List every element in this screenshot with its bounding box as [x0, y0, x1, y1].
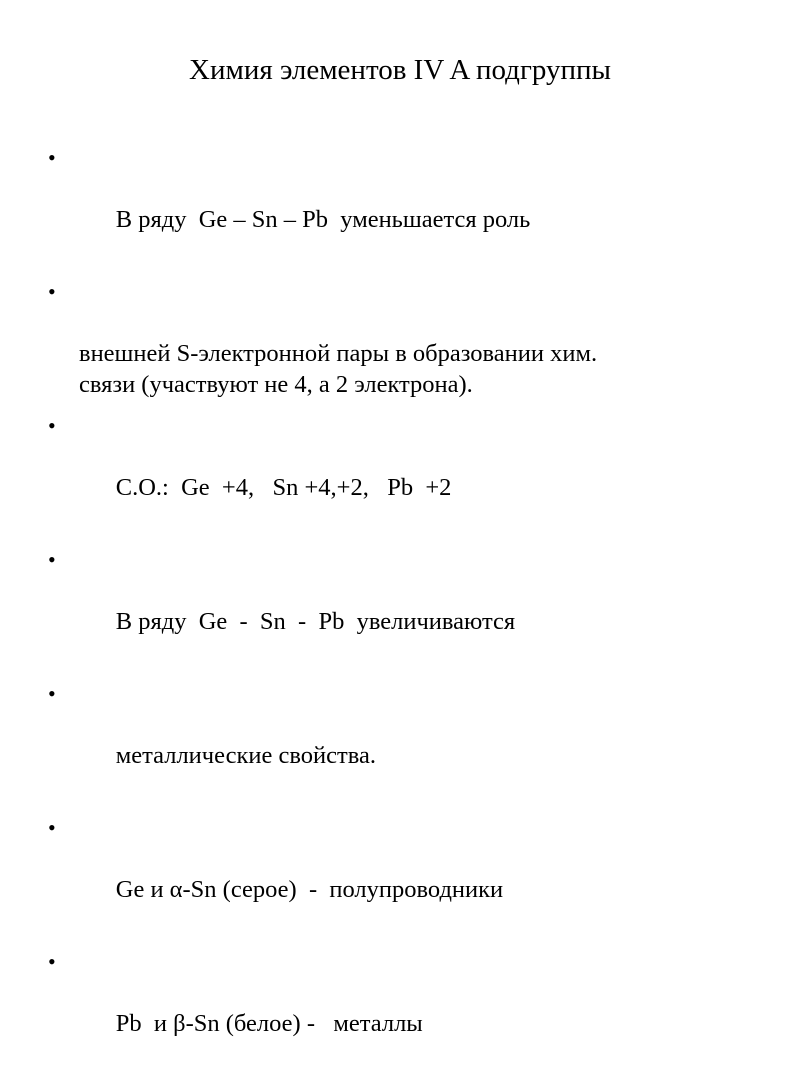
bullet-list	[48, 142, 768, 1080]
bullet-item	[48, 946, 768, 1070]
bullet-text: В ряду Ge - Sn - Pb увеличиваются	[115, 608, 516, 635]
bullet-item	[48, 812, 768, 936]
bullet-icon: •	[48, 279, 56, 304]
bullet-text: внешней S-электронной пары в образовании хим. связи (участвуют не 4, а 2 электрона).	[79, 340, 598, 398]
bullet-item	[48, 410, 768, 534]
bullet-item	[48, 544, 768, 668]
bullet-icon: •	[48, 145, 56, 170]
bullet-text: С.О.: Ge +4, Sn +4,+2, Pb +2	[115, 474, 452, 501]
bullet-item	[48, 678, 768, 802]
bullet-text: Ge и α-Sn (серое) - полупроводники	[115, 876, 504, 903]
bullet-icon: •	[48, 413, 56, 438]
bullet-text: Pb и β-Sn (белое) - металлы	[115, 1010, 423, 1037]
bullet-icon: •	[48, 681, 56, 706]
bullet-text: металлические свойства.	[115, 742, 376, 769]
bullet-icon: •	[48, 949, 56, 974]
bullet-item	[48, 142, 768, 266]
slide-title: Химия элементов IV A подгруппы	[189, 54, 611, 86]
bullet-icon: •	[48, 547, 56, 572]
bullet-icon: •	[48, 815, 56, 840]
bullet-text: В ряду Ge – Sn – Pb уменьшается роль	[115, 206, 531, 233]
bullet-item	[48, 276, 768, 400]
